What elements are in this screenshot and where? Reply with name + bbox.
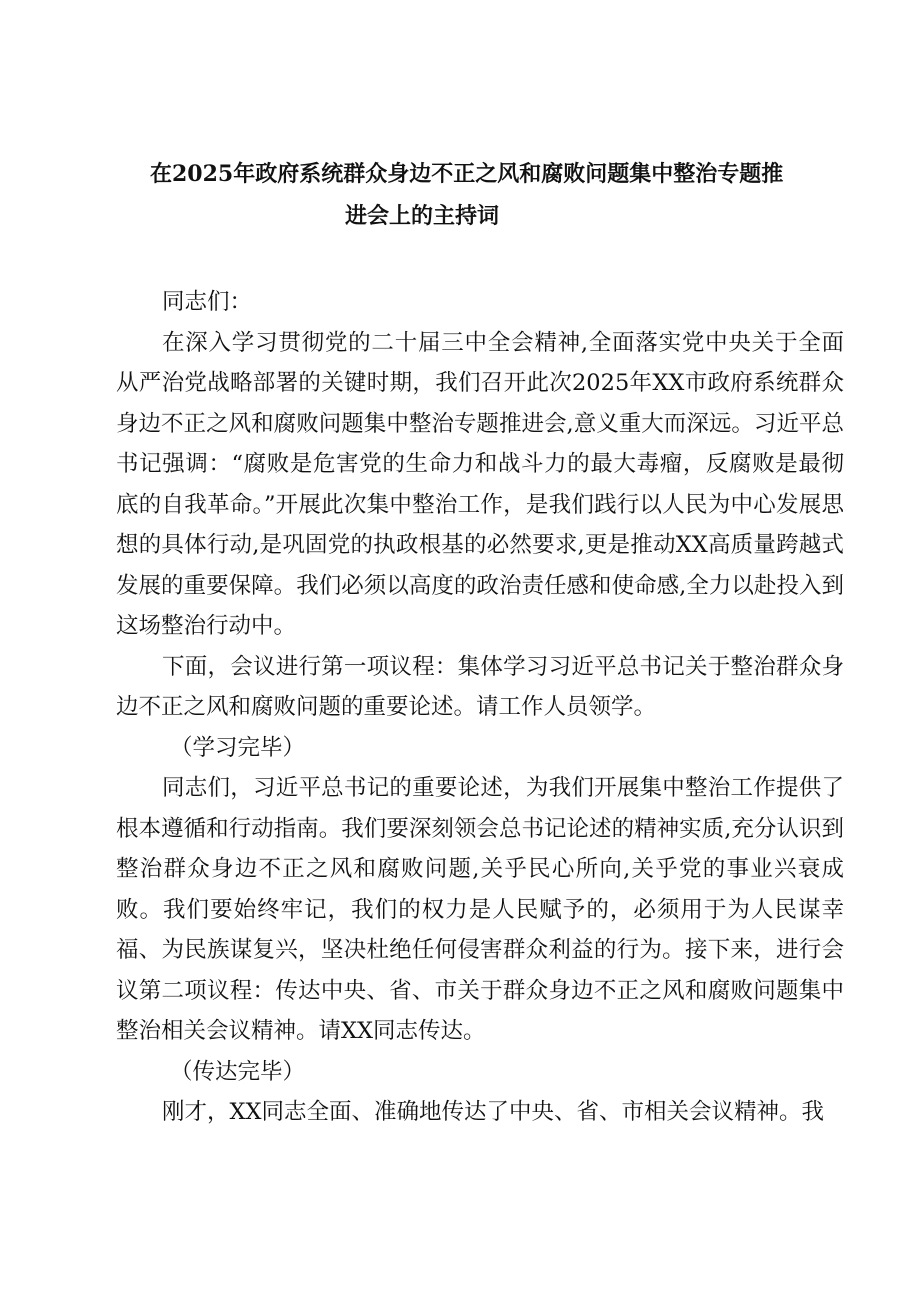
- paragraph-agenda-two: 同志们，习近平总书记的重要论述，为我们开展集中整治工作提供了根本遵循和行动指南。我们要深刻领会总书记论述的精神实质,充分认识到整治群众身边不正之风和腐败问题,关乎民心所向,关乎党的事业兴衰成败。我们要始终牢记，我们的权力是人民赋予的，必须用于为人民谋幸福、为民族谋复兴，坚决杜绝任何侵害群众利益的行为。接下来，进行会议第二项议程：传达中央、省、市关于群众身边不正之风和腐败问题集中整治相关会议精神。请XX同志传达。: [116, 775, 844, 1044]
- paragraph-closing-start: 刚才，XX同志全面、准确地传达了中央、省、市相关会议精神。我: [162, 1099, 825, 1125]
- document-body: [116, 282, 844, 1133]
- paragraph-opening: 在深入学习贯彻党的二十届三中全会精神,全面落实党中央关于全面从严治党战略部署的关键时期，我们召开此次2025年XX市政府系统群众身边不正之风和腐败问题集中整治专题推进会,意义重大而深远。习近平总书记强调：“腐败是危害党的生命力和战斗力的最大毒瘤，反腐败是最彻底的自我革命。”开展此次集中整治工作，是我们践行以人民为中心发展思想的具体行动,是巩固党的执政根基的必然要求,更是推动XX高质量跨越式发展的重要保障。我们必须以高度的政治责任感和使命感,全力以赴投入到这场整治行动中。: [116, 329, 844, 639]
- document-title: [150, 153, 840, 237]
- title-line-1: 在2025年政府系统群众身边不正之风和腐败问题集中整治专题推: [150, 161, 784, 187]
- title-line-2: 进会上的主持词: [345, 203, 500, 229]
- note-relay-complete: （传达完毕）: [170, 1058, 306, 1085]
- paragraph-agenda-one: 下面，会议进行第一项议程：集体学习习近平总书记关于整治群众身边不正之风和腐败问题的重要论述。请工作人员领学。: [116, 653, 844, 720]
- salutation: 同志们：: [162, 289, 253, 315]
- note-study-complete: （学习完毕）: [170, 734, 306, 761]
